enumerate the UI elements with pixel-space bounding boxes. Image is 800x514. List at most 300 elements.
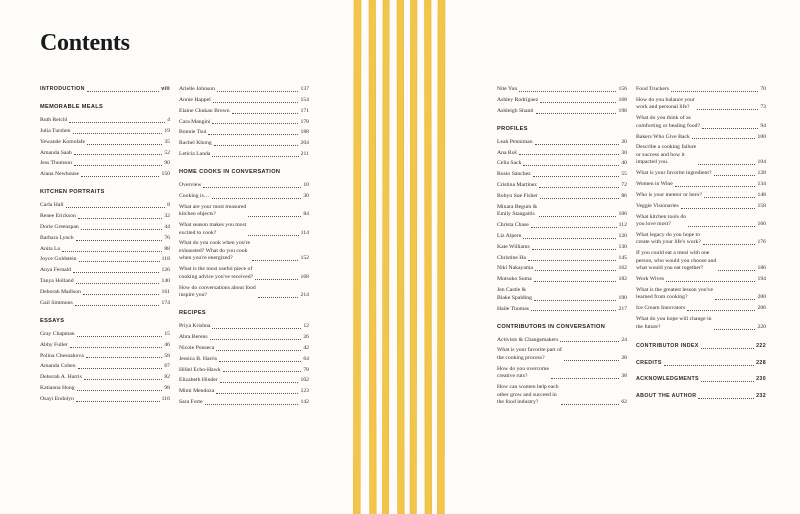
toc-entry[interactable]	[40, 117, 170, 125]
toc-entry[interactable]	[497, 204, 627, 219]
dot-leader	[216, 393, 298, 394]
toc-entry-page: 228	[756, 359, 766, 366]
toc-entry-page: 206	[757, 305, 766, 312]
dot-leader	[214, 145, 299, 146]
toc-entry-page: 217	[618, 305, 627, 312]
yellow-stripes-decoration	[352, 0, 448, 514]
dot-leader	[220, 382, 299, 383]
toc-entry-title: Cara Mangini	[179, 118, 211, 125]
toc-entry-title: Dorie Greenspan	[40, 223, 79, 230]
toc-entry[interactable]	[636, 203, 766, 211]
toc-entry-title: Ruth Reichl	[40, 117, 68, 123]
toc-entry[interactable]	[179, 204, 309, 219]
toc-entry[interactable]	[636, 181, 766, 189]
dot-leader	[77, 390, 163, 391]
toc-entry-title: Robyn Sue Fisher	[497, 192, 538, 199]
toc-entry-title: Hillel Echo-Hawk	[179, 366, 221, 373]
toc-entry-title: Joyce Goldstein	[40, 256, 77, 263]
dot-leader	[701, 381, 754, 382]
toc-entry-page: 154	[300, 96, 309, 103]
toc-entry-title: Abby Fuller	[40, 341, 68, 348]
toc-entry-title: Ashleigh Shanti	[497, 107, 534, 114]
toc-entry-page: 152	[300, 255, 309, 262]
toc-entry[interactable]	[40, 235, 170, 243]
toc-entry-page: 156	[618, 86, 627, 92]
toc-entry-page: 158	[757, 202, 766, 209]
toc-entry[interactable]	[497, 86, 627, 94]
toc-entry-title: Haile Thomas	[497, 305, 529, 312]
toc-entry-page: 161	[161, 288, 170, 295]
dot-leader	[539, 216, 616, 217]
toc-entry-title: Food Truckers	[636, 86, 670, 92]
toc-entry-page: 19	[164, 127, 170, 134]
dot-leader	[698, 164, 755, 165]
toc-entry-page: 30	[621, 149, 627, 156]
toc-entry-title: Amanda Saab	[40, 149, 72, 156]
toc-entry[interactable]	[179, 222, 309, 237]
toc-entry-page: 232	[756, 392, 766, 399]
dot-leader	[83, 294, 160, 295]
toc-entry-title: Leticia Landa	[179, 151, 211, 158]
toc-entry[interactable]	[40, 396, 170, 404]
toc-entry[interactable]	[40, 246, 170, 254]
toc-entry-page: 168	[300, 273, 309, 280]
toc-entry[interactable]	[636, 170, 766, 178]
dot-leader	[715, 299, 755, 300]
toc-entry[interactable]	[497, 160, 627, 168]
toc-entry-page: 82	[164, 374, 170, 381]
dot-leader	[69, 122, 165, 123]
toc-entry-page: 176	[757, 239, 766, 246]
toc-entry[interactable]	[497, 108, 627, 116]
toc-entry-page: 38	[621, 373, 627, 380]
dot-leader	[76, 240, 163, 241]
toc-entry-title: Activists & Changemakers	[497, 336, 559, 343]
toc-entry-title: Minara Begum & Emily Staugaitis	[497, 203, 538, 218]
toc-entry[interactable]	[497, 171, 627, 179]
toc-entry[interactable]	[497, 306, 627, 314]
toc-entry[interactable]	[179, 285, 309, 300]
toc-entry-page: 8	[167, 202, 170, 209]
toc-entry-title: Ice Cream Innovators	[636, 305, 686, 312]
stripe	[410, 0, 417, 514]
toc-entry-page: 98	[164, 385, 170, 392]
toc-entry-page: 73	[760, 104, 766, 111]
toc-entry-title: Renee Erickson	[40, 213, 76, 220]
toc-entry-page: 118	[161, 256, 170, 263]
dot-leader	[681, 208, 756, 209]
toc-entry[interactable]	[497, 265, 627, 273]
toc-entry-page: 58	[164, 352, 170, 359]
toc-entry-title: Barbara Lynch	[40, 234, 74, 241]
dot-leader	[232, 113, 299, 114]
toc-entry-title: How can women help each other grow and succeed in the food industry?	[497, 384, 559, 406]
toc-entry[interactable]	[497, 337, 627, 345]
dot-leader	[66, 207, 166, 208]
toc-entry[interactable]	[636, 97, 766, 112]
dot-leader	[701, 348, 754, 349]
dot-leader	[252, 260, 298, 261]
page-title: Contents	[40, 30, 130, 56]
toc-column-4	[636, 86, 766, 409]
toc-entry[interactable]	[636, 343, 766, 351]
toc-entry[interactable]	[40, 363, 170, 371]
toc-entry-page: 102	[300, 377, 309, 384]
toc-entry-page: 20	[621, 138, 627, 145]
toc-entry-page: 128	[757, 170, 766, 177]
stripe	[369, 0, 376, 514]
toc-entry[interactable]	[40, 171, 170, 179]
toc-entry-title: Amanda Cohen	[40, 363, 76, 370]
toc-entry[interactable]	[179, 356, 309, 364]
dot-leader	[698, 398, 754, 399]
toc-entry[interactable]	[179, 140, 309, 148]
toc-entry-title: Leah Penniman	[497, 138, 533, 145]
toc-entry[interactable]	[497, 139, 627, 147]
toc-entry-page: 142	[300, 399, 309, 406]
toc-entry-page: 178	[300, 118, 309, 125]
toc-entry-title: Overview	[179, 182, 202, 189]
toc-entry[interactable]	[497, 366, 627, 381]
toc-entry-title: What is your favorite ingredient?	[636, 170, 712, 177]
dot-leader	[212, 156, 298, 157]
toc-entry[interactable]	[636, 316, 766, 331]
toc-entry[interactable]	[636, 250, 766, 273]
toc-entry[interactable]	[497, 287, 627, 302]
dot-leader	[62, 251, 162, 252]
dot-leader	[70, 347, 163, 348]
toc-entry[interactable]	[497, 244, 627, 252]
toc-entry-title: Carla Hall	[40, 202, 64, 209]
dot-leader	[560, 341, 619, 342]
toc-entry-title: Bonnie Tsui	[179, 129, 207, 136]
toc-entry[interactable]	[179, 86, 309, 94]
toc-entry-title: Nite Yun	[497, 86, 518, 92]
toc-entry[interactable]	[179, 108, 309, 116]
toc-entry[interactable]	[497, 276, 627, 284]
toc-entry[interactable]	[40, 86, 170, 94]
dot-leader	[212, 123, 298, 124]
toc-entry-title: ABOUT THE AUTHOR	[636, 392, 697, 399]
dot-leader	[78, 218, 162, 219]
toc-entry-page: 35	[164, 138, 170, 145]
toc-entry-page: 70	[760, 86, 766, 92]
toc-entry[interactable]	[636, 115, 766, 130]
toc-entry[interactable]	[40, 160, 170, 168]
dot-leader	[74, 165, 162, 166]
toc-column-2	[179, 86, 309, 410]
toc-entry-page: 104	[757, 159, 766, 166]
dot-leader	[255, 279, 298, 280]
toc-entry-page: 182	[618, 276, 627, 283]
toc-entry-page: 162	[618, 265, 627, 272]
toc-entry-page: 166	[757, 221, 766, 228]
toc-entry-page: 26	[303, 333, 309, 340]
toc-entry-page: 40	[621, 160, 627, 167]
stripe	[353, 0, 361, 514]
toc-entry[interactable]	[179, 119, 309, 127]
toc-entry[interactable]	[40, 385, 170, 393]
toc-entry[interactable]	[40, 289, 170, 297]
toc-entry-page: 86	[621, 192, 627, 199]
toc-entry[interactable]	[179, 334, 309, 342]
dot-leader	[532, 249, 617, 250]
toc-entry[interactable]	[636, 86, 766, 94]
toc-entry-title: Jess Thomson	[40, 160, 72, 167]
toc-entry-page: 84	[303, 211, 309, 218]
toc-entry-page: 10	[303, 182, 309, 189]
dot-leader	[86, 357, 163, 358]
dot-leader	[81, 176, 159, 177]
toc-entry[interactable]	[40, 374, 170, 382]
toc-entry-title: Annie Happel	[179, 96, 211, 103]
dot-leader	[203, 187, 301, 188]
toc-entry-page: 200	[757, 294, 766, 301]
toc-entry[interactable]	[179, 345, 309, 353]
toc-entry[interactable]	[179, 377, 309, 385]
toc-entry-title: Elizabeth Hinder	[179, 377, 218, 384]
dot-leader	[212, 198, 302, 199]
dot-leader	[666, 281, 755, 282]
toc-entry[interactable]	[179, 193, 309, 201]
toc-entry[interactable]	[40, 202, 170, 210]
toc-entry[interactable]	[636, 214, 766, 229]
toc-entry[interactable]	[40, 353, 170, 361]
toc-entry-title: What is your favorite part of the cooking process?	[497, 347, 562, 361]
dot-leader	[671, 91, 758, 92]
toc-entry[interactable]	[179, 323, 309, 331]
toc-entry-page: 230	[756, 376, 766, 383]
dot-leader	[534, 300, 617, 301]
toc-entry[interactable]	[497, 347, 627, 362]
toc-entry-page: 62	[621, 399, 627, 406]
toc-entry[interactable]	[636, 232, 766, 247]
toc-entry[interactable]	[40, 256, 170, 264]
dot-leader	[531, 310, 617, 311]
toc-entry-page: 88	[164, 245, 170, 252]
toc-entry-page: 220	[757, 323, 766, 330]
toc-entry-page: 28	[621, 354, 627, 361]
toc-entry-page: 78	[303, 366, 309, 373]
toc-entry-page: 120	[618, 232, 627, 239]
dot-leader	[216, 350, 301, 351]
dot-leader	[219, 361, 301, 362]
section-heading: RECIPES	[179, 310, 207, 317]
toc-entry[interactable]	[40, 213, 170, 221]
toc-entry-page: 100	[757, 133, 766, 140]
section-heading: ESSAYS	[40, 317, 65, 324]
dot-leader	[223, 371, 302, 372]
toc-entry[interactable]	[179, 388, 309, 396]
toc-entry[interactable]	[179, 367, 309, 375]
dot-leader	[697, 109, 759, 110]
dot-leader	[523, 165, 619, 166]
toc-entry-page: 46	[164, 341, 170, 348]
toc-entry-title: Sara Forte	[179, 399, 203, 406]
toc-entry-title: CREDITS	[636, 359, 662, 366]
dot-leader	[76, 401, 160, 402]
toc-entry-title: Christa Chase	[497, 222, 529, 229]
toc-entry-title: Mimi Mendoza	[179, 388, 215, 395]
toc-entry[interactable]	[40, 150, 170, 158]
dot-leader	[718, 270, 755, 271]
toc-entry-page: 123	[300, 388, 309, 395]
toc-entry-page: 24	[621, 336, 627, 343]
toc-entry[interactable]	[179, 399, 309, 407]
toc-column-1	[40, 86, 170, 407]
dot-leader	[714, 175, 756, 176]
toc-entry-page: 94	[760, 122, 766, 129]
toc-entry-title: Anita Lo	[40, 245, 61, 252]
toc-entry[interactable]	[636, 360, 766, 368]
toc-entry-page: 12	[303, 323, 309, 330]
toc-entry-title: INTRODUCTION	[40, 86, 85, 92]
toc-entry-page: 204	[300, 140, 309, 147]
dot-leader	[523, 238, 616, 239]
stripe	[397, 0, 404, 514]
toc-entry-page: 174	[161, 299, 170, 306]
dot-leader	[692, 138, 756, 139]
dot-leader	[217, 91, 299, 92]
toc-entry[interactable]	[497, 255, 627, 263]
toc-entry-page: 72	[621, 182, 627, 189]
toc-entry-page: 42	[303, 344, 309, 351]
toc-entry[interactable]	[40, 300, 170, 308]
toc-entry-title: Mutsuko Soma	[497, 276, 532, 283]
toc-entry-page: 137	[300, 86, 309, 92]
toc-entry-title: How do conversations about food inspire you?	[179, 284, 256, 299]
toc-entry[interactable]	[636, 276, 766, 284]
toc-entry[interactable]	[40, 224, 170, 232]
dot-leader	[531, 227, 617, 228]
toc-entry[interactable]	[179, 240, 309, 263]
dot-leader	[76, 283, 160, 284]
dot-leader	[675, 186, 756, 187]
toc-entry-page: 214	[300, 292, 309, 299]
toc-entry-page: 211	[300, 151, 309, 158]
dot-leader	[78, 368, 163, 369]
dot-leader	[687, 310, 755, 311]
toc-entry-page: 171	[300, 107, 309, 114]
toc-entry[interactable]	[636, 376, 766, 384]
toc-entry-page: 90	[164, 160, 170, 167]
toc-entry[interactable]	[636, 144, 766, 167]
toc-entry[interactable]	[636, 134, 766, 142]
toc-entry-title: How do you balance your work and personal life?	[636, 96, 695, 111]
toc-entry-page: 67	[164, 363, 170, 370]
toc-entry-title: Nicole Ponseca	[179, 344, 215, 351]
dot-leader	[561, 404, 620, 405]
toc-entry[interactable]	[497, 182, 627, 190]
dot-leader	[535, 270, 617, 271]
toc-entry-page: 194	[757, 276, 766, 283]
toc-entry[interactable]	[40, 128, 170, 136]
dot-leader	[248, 216, 301, 217]
dot-leader	[73, 272, 159, 273]
toc-entry[interactable]	[497, 150, 627, 158]
toc-entry-page: 114	[300, 229, 309, 236]
toc-entry[interactable]	[179, 151, 309, 159]
dot-leader	[536, 113, 617, 114]
toc-entry-title: Polina Chesnakova	[40, 352, 84, 359]
toc-entry-page: 112	[618, 222, 627, 229]
toc-entry-title: Work Wives	[636, 276, 665, 283]
toc-entry-page: 44	[164, 223, 170, 230]
toc-entry[interactable]	[497, 233, 627, 241]
dot-leader	[75, 305, 160, 306]
toc-entry[interactable]	[636, 305, 766, 313]
toc-entry-page: 55	[621, 171, 627, 178]
stripe	[425, 0, 432, 514]
toc-entry-title: Christine Ha	[497, 254, 526, 261]
dot-leader	[248, 235, 298, 236]
dot-leader	[79, 261, 160, 262]
toc-entry[interactable]	[636, 192, 766, 200]
toc-entry-title: Katianna Hong	[40, 385, 75, 392]
dot-leader	[528, 260, 617, 261]
dot-leader	[258, 297, 299, 298]
toc-entry-title: Elaine Chukan Brown	[179, 107, 230, 114]
toc-entry[interactable]	[40, 331, 170, 339]
toc-entry[interactable]	[497, 384, 627, 407]
dot-leader	[714, 329, 756, 330]
toc-entry-title: Veggie Visionaries	[636, 202, 679, 209]
dot-leader	[533, 176, 620, 177]
section-heading: KITCHEN PORTRAITS	[40, 189, 105, 196]
toc-entry-page: 186	[757, 265, 766, 272]
dot-leader	[564, 360, 619, 361]
toc-entry-page: 126	[161, 267, 170, 274]
toc-entry[interactable]	[179, 97, 309, 105]
toc-entry[interactable]	[636, 287, 766, 302]
toc-entry[interactable]	[40, 342, 170, 350]
dot-leader	[688, 226, 755, 227]
toc-entry-title: Tanya Holland	[40, 278, 74, 285]
toc-entry[interactable]	[40, 278, 170, 286]
toc-entry[interactable]	[179, 266, 309, 281]
dot-leader	[84, 379, 162, 380]
toc-entry-title: Ana Roš	[497, 149, 517, 156]
dot-leader	[551, 378, 619, 379]
toc-entry-title: Rosio Sanchez	[497, 171, 531, 178]
toc-entry[interactable]	[179, 129, 309, 137]
toc-entry-page: 116	[161, 395, 170, 402]
section-heading: PROFILES	[497, 125, 528, 132]
toc-entry[interactable]	[636, 393, 766, 401]
toc-entry[interactable]	[497, 222, 627, 230]
toc-entry-page: 52	[164, 149, 170, 156]
dot-leader	[81, 229, 163, 230]
toc-entry[interactable]	[40, 267, 170, 275]
toc-entry[interactable]	[497, 97, 627, 105]
toc-entry-page: 32	[164, 213, 170, 220]
toc-entry-title: Abra Berens	[179, 333, 208, 340]
dot-leader	[664, 365, 754, 366]
dot-leader	[540, 198, 620, 199]
toc-entry[interactable]	[497, 193, 627, 201]
toc-entry-title: CONTRIBUTOR INDEX	[636, 343, 699, 350]
toc-entry[interactable]	[40, 139, 170, 147]
toc-entry-page: 140	[161, 278, 170, 285]
toc-entry-page: 130	[618, 243, 627, 250]
toc-entry-title: Deborah Madison	[40, 288, 81, 295]
toc-entry-title: Alana Newhouse	[40, 171, 80, 178]
section-heading: HOME COOKS IN CONVERSATION	[179, 169, 281, 176]
dot-leader	[208, 134, 298, 135]
toc-entry[interactable]	[179, 182, 309, 190]
toc-entry-title: Who is your mentor or hero?	[636, 191, 702, 198]
dot-leader	[87, 144, 162, 145]
